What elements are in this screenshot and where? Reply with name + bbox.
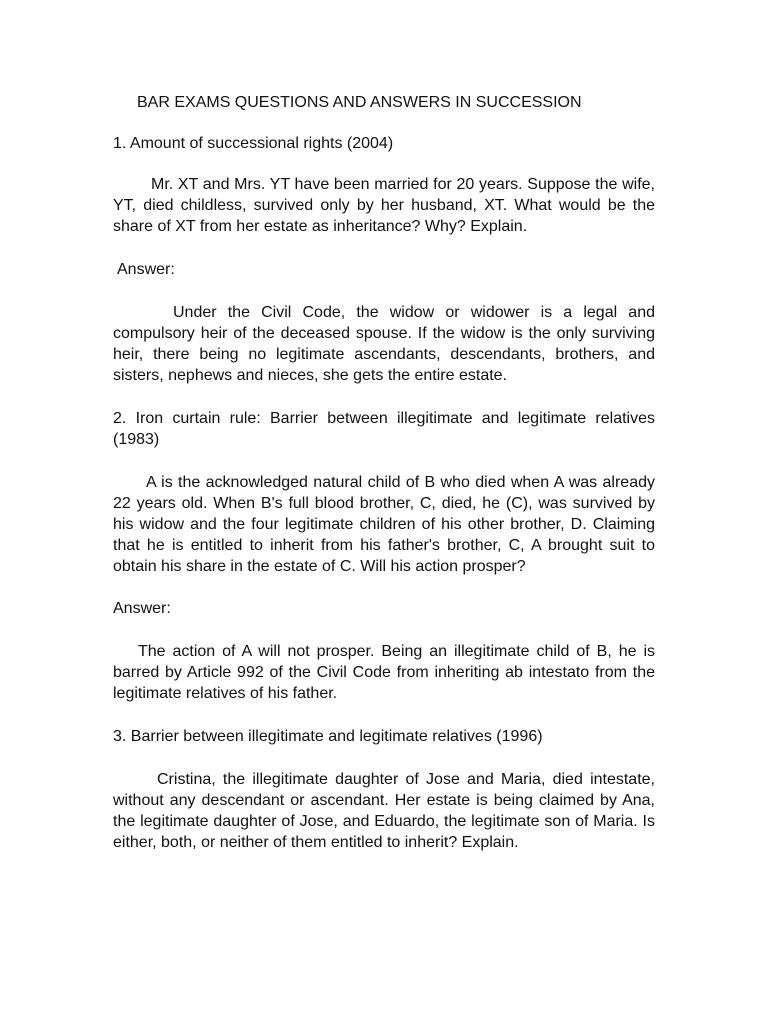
document-page: [113, 92, 655, 873]
question-2-heading: 2. Iron curtain rule: Barrier between illegitimate and legitimate relatives (1983): [113, 410, 655, 448]
question-3-text: Cristina, the illegitimate daughter of Jose and Maria, died intestate, without any descendant or ascendant. Her estate is being claimed by Ana, the legitimate daughter of Jose, and Eduardo, the legitimate son of Maria. Is either, both, or neither of them entitled to inherit? Explain.: [113, 771, 655, 851]
answer-1-text: Under the Civil Code, the widow or widower is a legal and compulsory heir of the deceased spouse. If the widow is the only surviving heir, there being no legitimate ascendants, descendants, brothers, and sisters, nephews and nieces, she gets the entire estate.: [113, 304, 655, 384]
question-3-heading: 3. Barrier between illegitimate and legitimate relatives (1996): [113, 728, 543, 745]
question-1-text: Mr. XT and Mrs. YT have been married for 20 years. Suppose the wife, YT, died childless, survived only by her husband, XT. What would be the share of XT from her estate as inheritance? Why? Explain.: [113, 176, 655, 235]
question-1-heading: 1. Amount of successional rights (2004): [113, 135, 394, 152]
answer-2-text: The action of A will not prosper. Being an illegitimate child of B, he is barred by Article 992 of the Civil Code from inheriting ab intestato from the legitimate relatives of his father.: [113, 643, 655, 702]
answer-1-label: Answer:: [117, 261, 175, 278]
question-2-text: A is the acknowledged natural child of B who died when A was already 22 years old. When B's full blood brother, C, died, he (C), was survived by his widow and the four legitimate children of his other brother, D. Claiming that he is entitled to inherit from his father's brother, C, A brought suit to obtain his share in the estate of C. Will his action prosper?: [113, 474, 655, 575]
answer-2-label: Answer:: [113, 600, 171, 617]
document-title: BAR EXAMS QUESTIONS AND ANSWERS IN SUCCESSION: [137, 94, 582, 111]
